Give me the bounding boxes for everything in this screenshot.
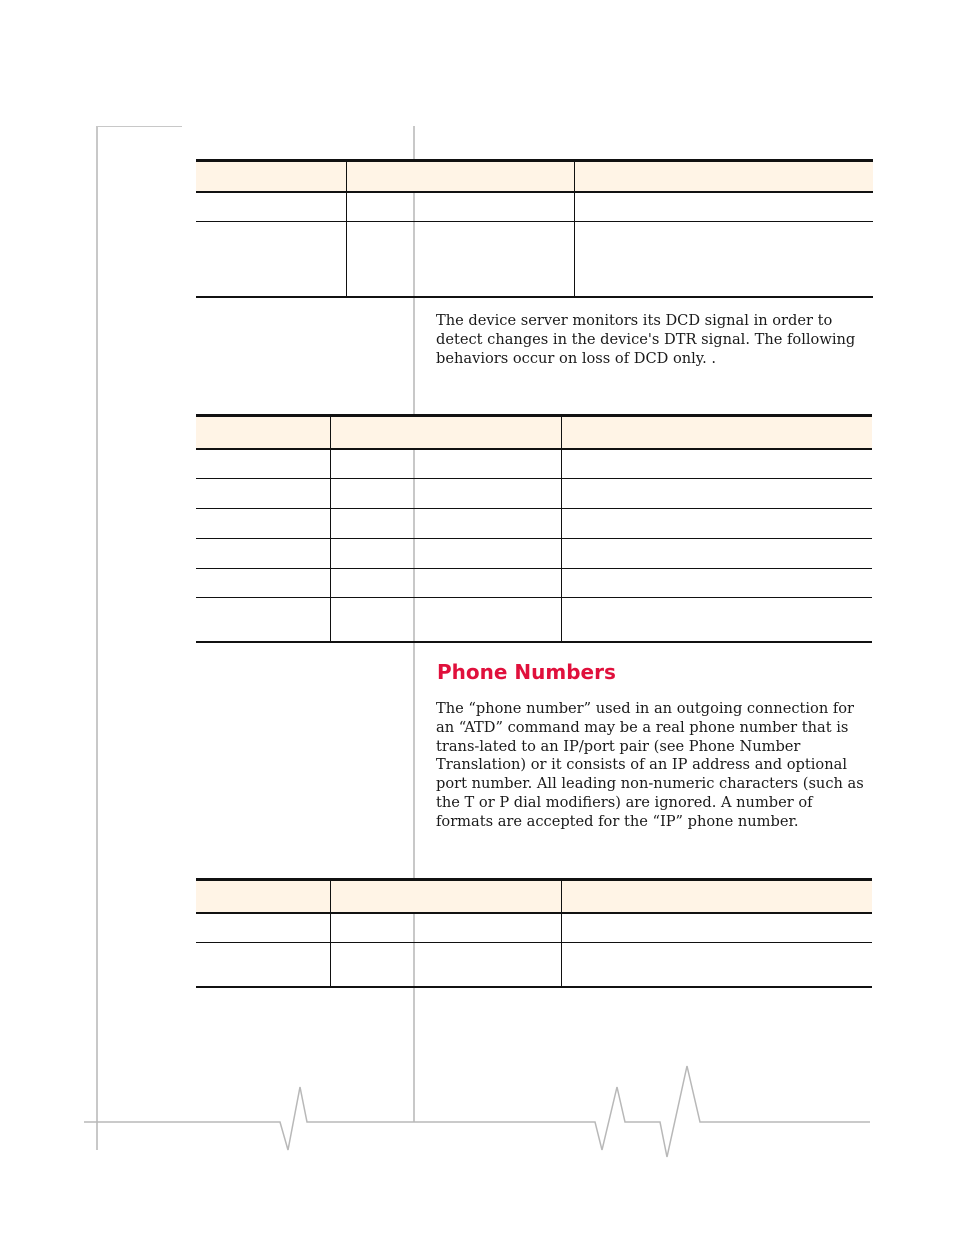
phone-paragraph: The “phone number” used in an outgoing connection for an “ATD” command may be a real phone number that is trans-lated to an IP/port pair (see Phone Number Translation) or it consists of an IP address and optional port number. All leading non-numeric characters (such as the T or P dial modifiers) are ignored. A number of formats are accepted for the “IP” phone number. bbox=[436, 700, 864, 830]
dcd-paragraph: The device server monitors its DCD signal in order to detect changes in the device's DTR signal. The following behaviors occur on loss of DCD only. . bbox=[436, 312, 856, 367]
phone-numbers-heading: Phone Numbers bbox=[437, 660, 616, 684]
